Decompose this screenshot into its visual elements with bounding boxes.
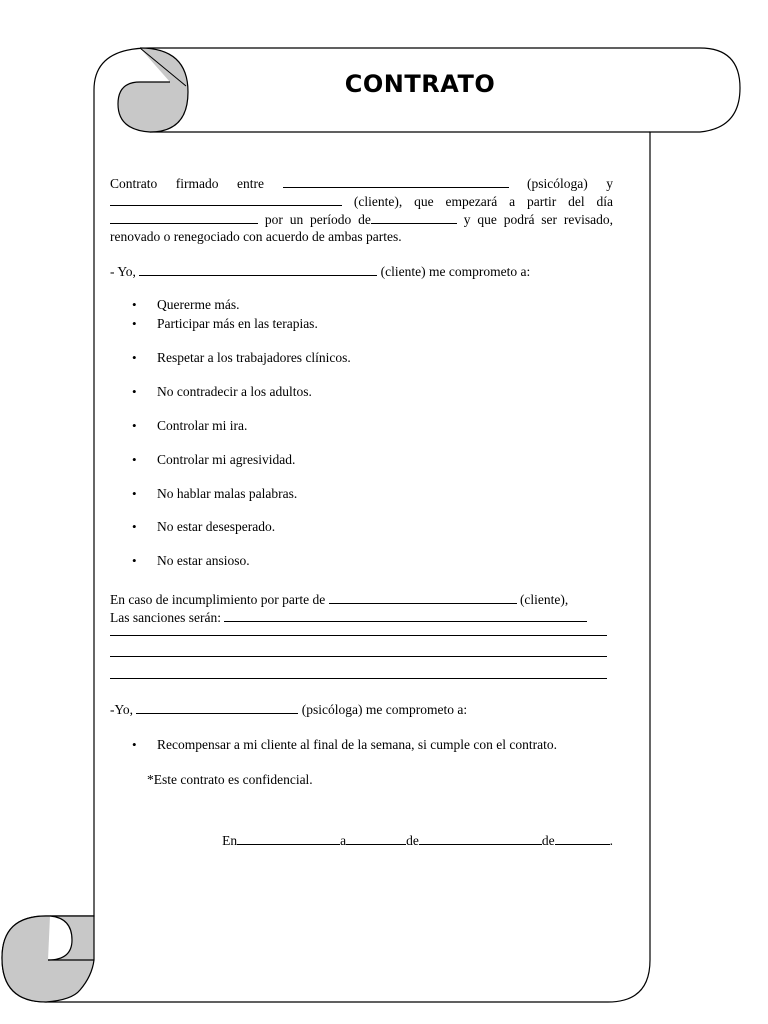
list-item: • Participar más en las terapias. — [110, 315, 613, 332]
closing-de-1: de — [406, 833, 419, 848]
psychologist-commitments-list — [110, 735, 613, 755]
psychologist-commitment-suffix: (psicóloga) me comprometo a: — [301, 702, 468, 717]
breach-text-1: En caso de incumplimiento por parte de — [110, 592, 326, 607]
document-title: CONTRATO — [344, 70, 496, 98]
list-item: • Recompensar a mi cliente al final de la semana, si cumple con el contrato. — [110, 735, 613, 755]
month-blank[interactable] — [419, 831, 542, 845]
closing-en: En — [222, 833, 238, 848]
list-item: • Respetar a los trabajadores clínicos. — [110, 349, 613, 366]
intro-text-5: y que podrá ser revisado, renovado o renegociado con acuerdo de ambas partes. — [110, 212, 614, 244]
confidential-note: *Este contrato es confidencial. — [147, 772, 313, 787]
client-name-blank[interactable] — [110, 192, 342, 206]
list-item: • No contradecir a los adultos. — [110, 383, 613, 400]
day-blank[interactable] — [346, 831, 406, 845]
period-blank[interactable] — [371, 210, 457, 224]
closing-de-2: de — [541, 833, 555, 848]
psychologist-name-blank[interactable] — [283, 174, 509, 188]
sanctions-blank[interactable] — [224, 608, 587, 622]
list-item: • Quererme más. — [110, 296, 613, 313]
psychologist-commitment-line — [110, 700, 613, 718]
client-commitment-line — [110, 262, 613, 280]
client-commitment-suffix: (cliente) me comprometo a: — [380, 264, 531, 279]
client-commitment-prefix: - Yo, — [110, 264, 136, 279]
sanctions-label: Las sanciones serán: — [110, 610, 221, 625]
list-item: • Controlar mi agresividad. — [110, 451, 613, 468]
contract-body — [110, 174, 613, 849]
intro-text-2: (psicóloga) y — [527, 176, 614, 191]
closing-line — [110, 831, 613, 849]
intro-text-4: por un período de — [264, 212, 371, 227]
sanctions-blank-line[interactable] — [110, 626, 607, 636]
list-item: • Controlar mi ira. — [110, 417, 613, 434]
client-commitments-list — [110, 296, 613, 569]
list-item: • No estar ansioso. — [110, 552, 613, 569]
intro-text-1: Contrato firmado entre — [110, 176, 264, 191]
breach-line — [110, 590, 613, 608]
psychologist-commitment-prefix: -Yo, — [110, 702, 134, 717]
sanctions-line — [110, 608, 613, 626]
year-blank[interactable] — [555, 831, 610, 845]
list-item: • No estar desesperado. — [110, 518, 613, 535]
place-blank[interactable] — [237, 831, 340, 845]
sanctions-blank-line[interactable] — [110, 636, 607, 657]
sanctions-blank-line[interactable] — [110, 657, 607, 679]
list-item: • No hablar malas palabras. — [110, 485, 613, 502]
intro-paragraph — [110, 174, 613, 245]
client-signature-blank[interactable] — [139, 262, 377, 276]
breach-text-2: (cliente), — [519, 592, 569, 607]
breach-client-blank[interactable] — [329, 590, 517, 604]
psychologist-signature-blank[interactable] — [136, 700, 298, 714]
closing-a: a — [340, 833, 347, 848]
closing-end: . — [609, 833, 613, 848]
start-date-blank[interactable] — [110, 210, 258, 224]
intro-text-3: (cliente), que empezará a partir del día — [353, 194, 613, 209]
sanctions-extra-lines — [110, 626, 607, 679]
